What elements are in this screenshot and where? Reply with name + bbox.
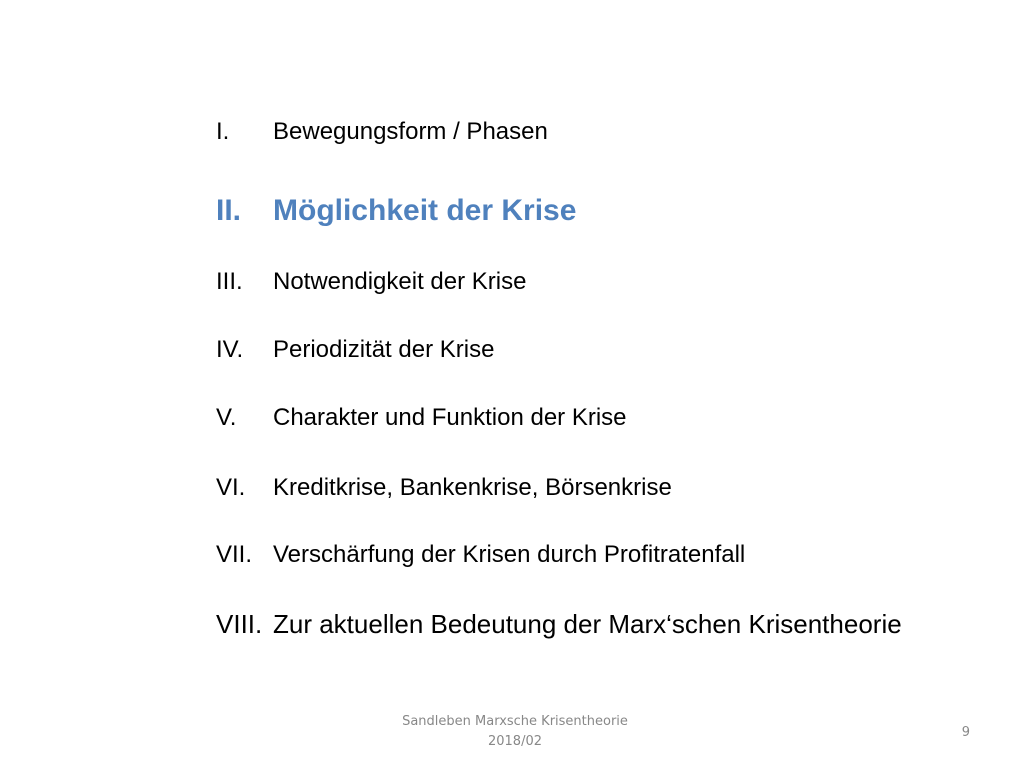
outline-item-label: Notwendigkeit der Krise bbox=[273, 268, 527, 295]
outline-item-number: VIII. bbox=[216, 609, 263, 639]
outline-item-number: IV. bbox=[216, 336, 244, 363]
outline-item-number: I. bbox=[216, 118, 230, 145]
outline-item-number: VII. bbox=[216, 541, 253, 568]
outline-item-number: III. bbox=[216, 268, 243, 295]
footer-date: 2018/02 bbox=[487, 734, 542, 749]
footer-title: Sandleben Marxsche Krisentheorie bbox=[402, 714, 628, 729]
page-number: 9 bbox=[961, 725, 970, 740]
slide-footer bbox=[340, 712, 690, 752]
outline-item-label: Bewegungsform / Phasen bbox=[273, 118, 548, 145]
outline-item-label: Möglichkeit der Krise bbox=[273, 194, 577, 227]
outline-item-number: II. bbox=[216, 194, 242, 227]
outline-item-label: Charakter und Funktion der Krise bbox=[273, 404, 627, 431]
outline-item-number: V. bbox=[216, 404, 237, 431]
outline-item-label: Verschärfung der Krisen durch Profitratenfall bbox=[273, 541, 746, 568]
outline-item-number: VI. bbox=[216, 474, 246, 501]
outline-item-label: Periodizität der Krise bbox=[273, 336, 495, 363]
outline-item-label: Zur aktuellen Bedeutung der Marx‘schen Krisentheorie bbox=[273, 609, 902, 639]
outline-item-label: Kreditkrise, Bankenkrise, Börsenkrise bbox=[273, 474, 672, 501]
